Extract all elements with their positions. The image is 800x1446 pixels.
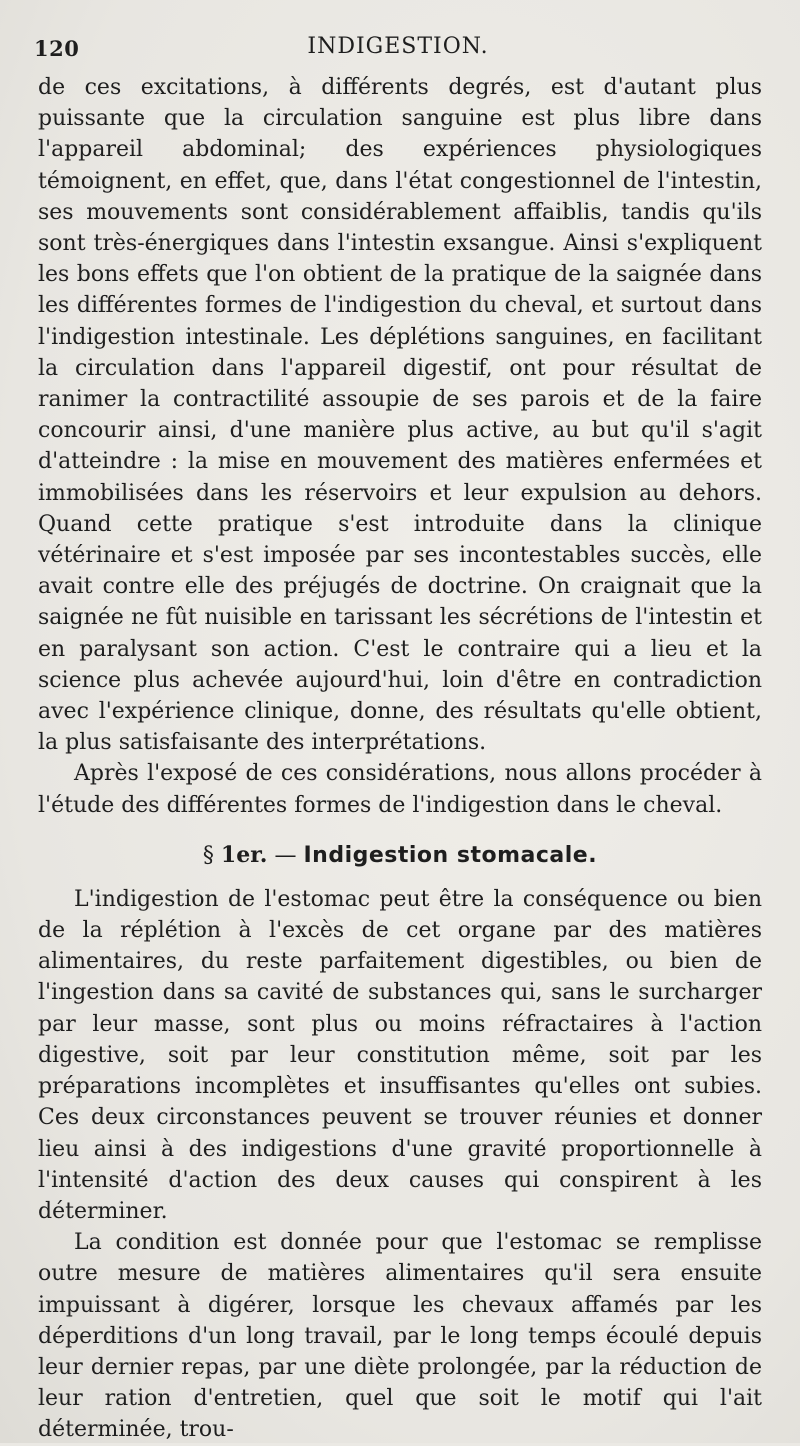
page-number: 120 [34,36,80,61]
section-number: 1er. [220,841,268,868]
body-paragraph: L'indigestion de l'estomac peut être la conséquence ou bien de la réplétion à l'excès de cet organe par des matières alimentaires, du reste parfaitement digestibles, ou bien de l'ingestion dans sa cavité de substances qui, sans le surcharger par leur masse, sont plus ou moins réfractaires à l'action digestive, soit par leur constitution même, soit par les préparations incomplètes et insuffisantes qu'elles ont subies. Ces deux circonstances peuvent se trouver réunies et donner lieu ainsi à des indigestions d'une gravité proportionnelle à l'intensité d'action des deux causes qui conspirent à les déterminer. [38,886,762,1224]
section-dash: — [274,842,297,868]
running-title: INDIGESTION. [307,34,489,59]
running-head [34,30,762,72]
section-heading [38,839,762,872]
section-title: Indigestion stomacale. [303,842,598,868]
body-paragraph: de ces excitations, à différents degrés, est d'autant plus puissante que la circulation sanguine est plus libre dans l'appareil abdominal; des expériences physiologiques témoignent, en effet, que, dans l'état congestionnel de l'intestin, ses mouvements sont considérablement affaiblis, tandis qu'ils sont très-énergiques dans l'intestin exsangue. Ainsi s'expliquent les bons effets que l'on obtient de la pratique de la saignée dans les différentes formes de l'indigestion du cheval, et surtout dans l'indigestion intestinale. Les déplétions sanguines, en facilitant la circulation dans l'appareil digestif, ont pour résultat de ranimer la contractilité assoupie de ses parois et de la faire concourir ainsi, d'une manière plus active, au but qu'il s'agit d'atteindre : la mise en mouvement des matières enfermées et immobilisées dans les réservoirs et leur expulsion au dehors. Quand cette pratique s'est introduite dans la clinique vétérinaire et s'est imposée par ses incontestables succès, elle avait contre elle des préjugés de doctrine. On craignait que la saignée ne fût nuisible en tarissant les sécrétions de l'intestin et en paralysant son action. C'est le contraire qui a lieu et la science plus achevée aujourd'hui, loin d'être en contradiction avec l'expérience clinique, donne, des résultats qu'elle obtient, la plus satisfaisante des interprétations. [38,75,762,756]
body-paragraph: Après l'exposé de ces considérations, nous allons procéder à l'étude des différentes formes de l'indigestion dans le cheval. [38,761,762,818]
body-paragraph: La condition est donnée pour que l'estomac se remplisse outre mesure de matières alimentaires qu'il sera ensuite impuissant à digérer, lorsque les chevaux affamés par les déperditions d'un long travail, par le long temps écoulé depuis leur dernier repas, par une diète prolongée, par la réduction de leur ration d'entretien, quel que soit le motif qui l'ait déterminée, trou- [38,1230,762,1443]
section-sign: § [202,842,214,868]
